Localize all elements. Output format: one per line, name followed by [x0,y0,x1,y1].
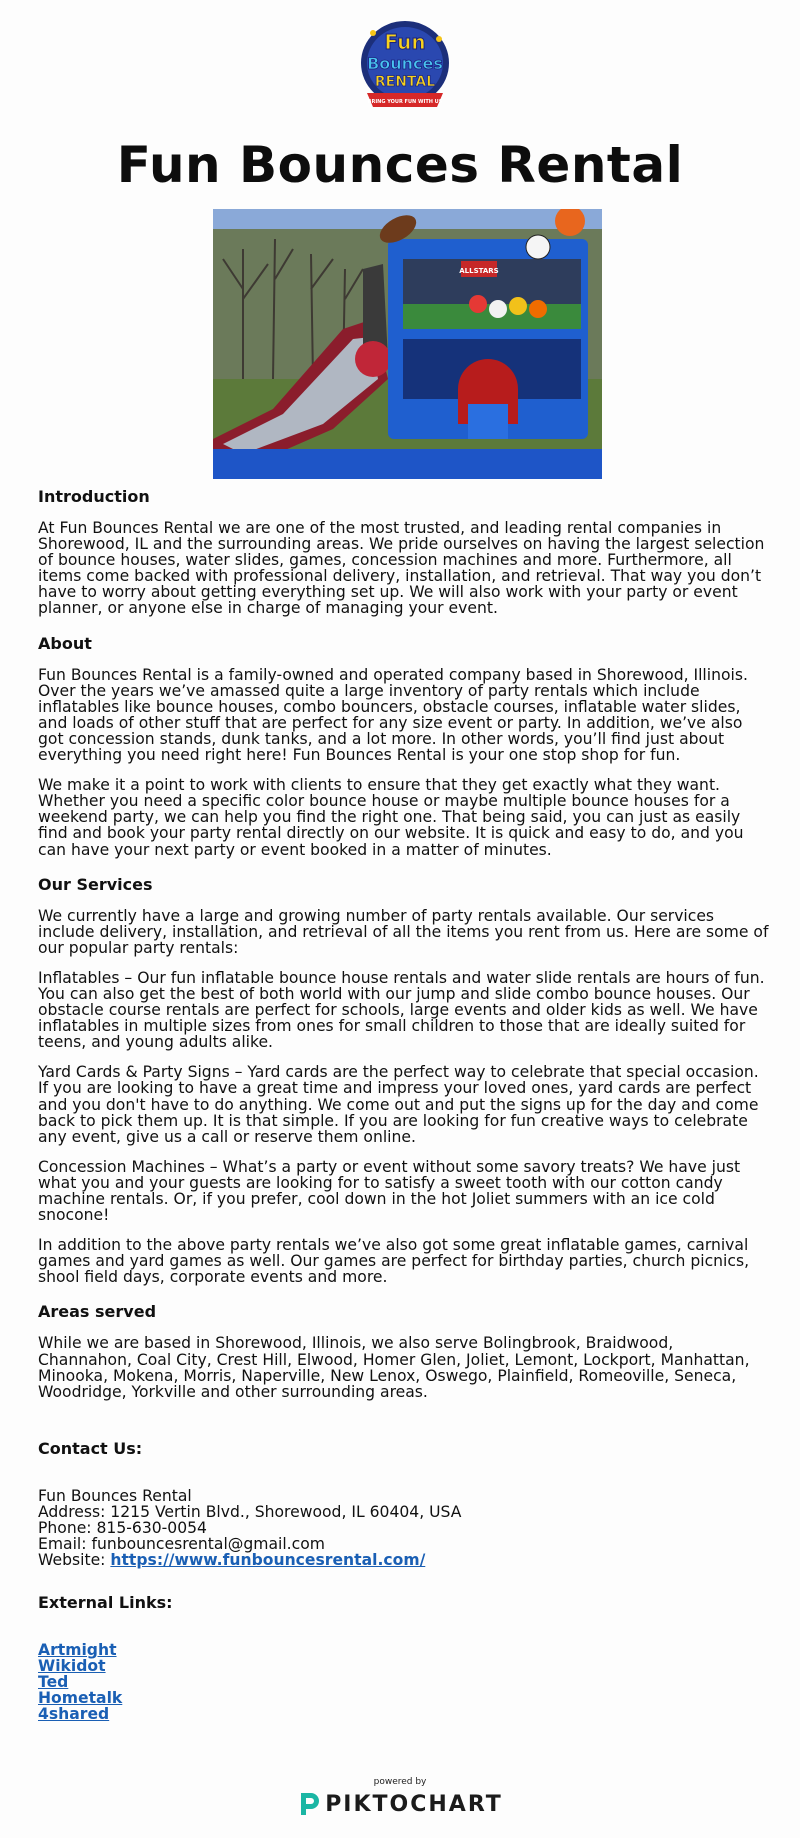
contact-phone: Phone: 815-630-0054 [38,1519,207,1538]
services-paragraph-games: In addition to the above party rentals we’ve also got some great inflatable games, carnival games and yard games as well. Our games are perfect for birthday parties, church picnics, shool field days, corporate events and more. [38,1236,750,1287]
external-link-4shared[interactable]: 4shared [38,1705,110,1724]
areas-paragraph: While we are based in Shorewood, Illinois, we also serve Bolingbrook, Braidwood, Channahon, Coal City, Crest Hill, Elwood, Homer Glen, Joliet, Lemont, Lockport, Manhattan, Minooka, Mokena, Morris, Naperville, New Lenox, Oswego, Plainfield, Romeoville, Seneca, Woodridge, Yorkville and other surrounding areas. [38,1334,750,1401]
intro-paragraph: At Fun Bounces Rental we are one of the most trusted, and leading rental companies in Shorewood, IL and the surrounding areas. We pride ourselves on having the largest selection of bounce houses, water slides, games, concession machines and more. Furthermore, all items come backed with professional delivery, installation, and retrieval. That way you don’t have to worry about getting everything set up. We will also work with your party or event planner, or anyone else in charge of managing your event. [38,519,765,618]
section-heading-areas: Areas served [38,1302,157,1322]
website-link[interactable]: https://www.funbouncesrental.com/ [110,1551,426,1570]
page-title: Fun Bounces Rental [116,136,684,194]
contact-heading: Contact Us: [38,1438,143,1458]
section-heading-about: About [38,633,92,653]
logo-line3: RENTAL [374,74,436,90]
services-paragraph-yard-cards: Yard Cards & Party Signs – Yard cards are the perfect way to celebrate that special occasion. If you are looking to have a great time and impress your loved ones, yard cards are perfect and you don't have to do anything. We come out and put the signs up for the day and come back to pick them up. It is that simple. If you are looking for fun creative ways to celebrate any event, give us a call or reserve them online. [38,1063,759,1146]
services-paragraph-concessions: Concession Machines – What’s a party or event without some savory treats? We have just what you and your guests are looking for to satisfy a sweet tooth with our cotton candy machine rentals. Or, if you prefer, cool down in the hot Joliet summers with an ice cold snocone! [38,1157,741,1225]
piktochart-logo-icon [297,1791,319,1817]
contact-name: Fun Bounces Rental [38,1486,192,1505]
external-link-wikidot[interactable]: Wikidot [38,1657,106,1676]
contact-block [38,1488,770,1568]
powered-by-text: powered by [373,1777,427,1787]
contact-email: Email: funbouncesrental@gmail.com [38,1535,325,1554]
external-link-hometalk[interactable]: Hometalk [38,1689,123,1708]
services-paragraph-1: We currently have a large and growing number of party rentals available. Our services include delivery, installation, and retrieval of all the items you rent from us. Here are some of our popular party rentals: [38,906,769,957]
hero-banner-text: ALLSTARS [459,267,499,275]
contact-website-line [38,1552,770,1568]
logo-tagline: BRING YOUR FUN WITH US [367,99,443,105]
logo-line1: Fun [384,30,426,54]
about-paragraph-1: Fun Bounces Rental is a family-owned and operated company based in Shorewood, Illinois. Over the years we’ve amassed quite a large inventory of party rentals which include inflatables like bounce houses, combo bouncers, obstacle courses, inflatable water slides, and loads of other stuff that are perfect for any size event or party. In addition, we’ve also got concession stands, dunk tanks, and a lot more. In other words, you’ll find just about everything you need right here! Fun Bounces Rental is your one stop shop for fun. [38,665,748,765]
hero-image [213,209,602,479]
section-heading-introduction: Introduction [38,487,150,506]
services-paragraph-inflatables: Inflatables – Our fun inflatable bounce house rentals and water slide rentals are hours of fun. You can also get the best of both world with our jump and slide combo bounce houses. Our obstacle course rentals are perfect for schools, large events and older kids as well. We have inflatables in multiple sizes from ones for small children to those that are ideally suited for teens, and young adults alike. [38,968,765,1052]
external-link-artmight[interactable]: Artmight [38,1641,117,1660]
footer [0,1777,800,1821]
logo [359,19,451,115]
contact-address: Address: 1215 Vertin Blvd., Shorewood, IL 60404, USA [38,1502,462,1521]
external-links-list [38,1642,770,1722]
logo-line2: Bounces [367,54,443,73]
article-body [38,484,770,1722]
external-links-heading: External Links: [38,1593,173,1613]
piktochart-brand-link[interactable] [297,1791,503,1817]
piktochart-wordmark: PIKTOCHART [325,1791,503,1817]
section-heading-services: Our Services [38,874,153,894]
about-paragraph-2: We make it a point to work with clients to ensure that they get exactly what they want. Whether you need a specific color bounce house or maybe multiple bounce houses for a weekend party, we can help you find the right one. That being said, you can just as easily find and book your party rental directly on our website. It is quick and easy to do, and you can have your next party or event booked in a matter of minutes. [38,776,744,859]
external-link-ted[interactable]: Ted [38,1673,69,1692]
contact-website-label: Website: [38,1551,111,1570]
